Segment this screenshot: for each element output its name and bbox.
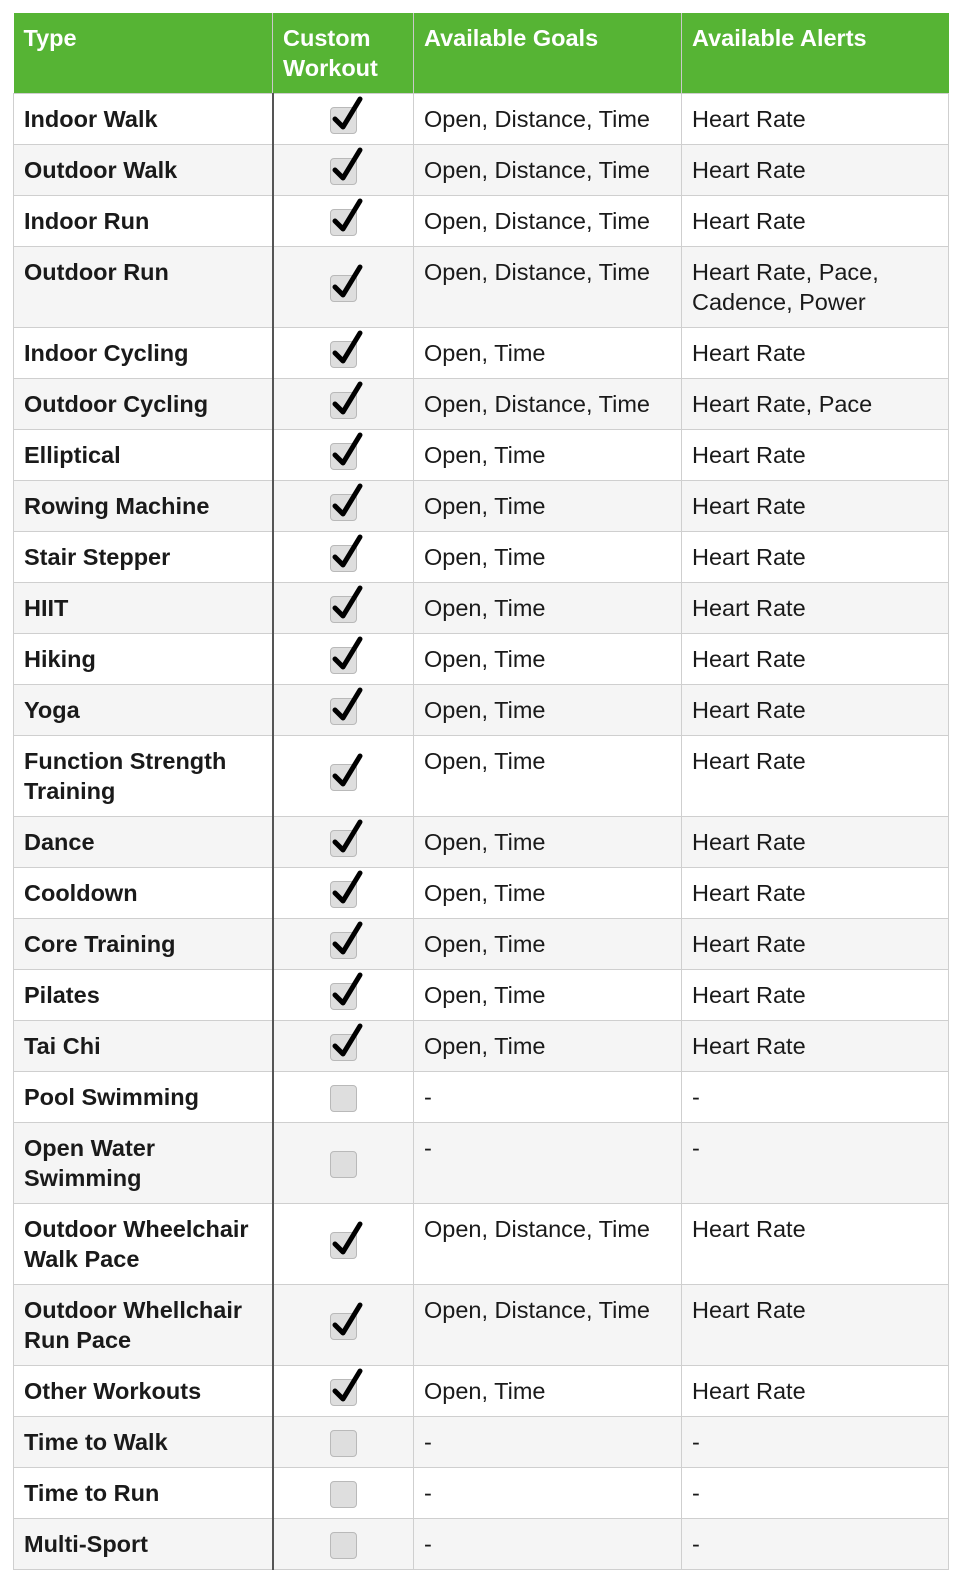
cell-custom-workout	[273, 685, 414, 736]
cell-available-goals: Open, Time	[414, 970, 682, 1021]
cell-type: Function Strength Training	[14, 736, 273, 817]
checked-checkbox	[330, 1379, 357, 1406]
empty-checkbox-icon	[330, 1430, 357, 1457]
cell-type: Outdoor Wheelchair Walk Pace	[14, 1204, 273, 1285]
empty-checkbox-icon	[330, 1532, 357, 1559]
checked-checkbox	[330, 932, 357, 959]
cell-custom-workout	[273, 736, 414, 817]
table-row	[14, 1285, 949, 1366]
empty-checkbox-icon	[330, 1481, 357, 1508]
cell-available-alerts: Heart Rate	[682, 430, 949, 481]
cell-custom-workout	[273, 328, 414, 379]
checkmark-icon	[330, 585, 364, 621]
cell-available-goals: -	[414, 1123, 682, 1204]
cell-available-goals: Open, Time	[414, 736, 682, 817]
cell-type: Outdoor Walk	[14, 145, 273, 196]
checked-checkbox	[330, 881, 357, 908]
cell-type: HIIT	[14, 583, 273, 634]
checkmark-icon	[330, 636, 364, 672]
cell-type: Indoor Cycling	[14, 328, 273, 379]
cell-custom-workout	[273, 532, 414, 583]
cell-available-goals: Open, Distance, Time	[414, 379, 682, 430]
cell-available-alerts: Heart Rate	[682, 868, 949, 919]
cell-custom-workout	[273, 970, 414, 1021]
cell-custom-workout	[273, 1519, 414, 1570]
table-row	[14, 481, 949, 532]
cell-custom-workout	[273, 1468, 414, 1519]
cell-custom-workout	[273, 583, 414, 634]
checked-checkbox	[330, 443, 357, 470]
cell-type: Outdoor Whellchair Run Pace	[14, 1285, 273, 1366]
cell-type: Other Workouts	[14, 1366, 273, 1417]
cell-custom-workout	[273, 1123, 414, 1204]
cell-available-alerts: -	[682, 1519, 949, 1570]
cell-available-alerts: Heart Rate	[682, 1021, 949, 1072]
empty-checkbox-icon	[330, 1151, 357, 1178]
checked-checkbox	[330, 764, 357, 791]
table-row	[14, 196, 949, 247]
cell-type: Stair Stepper	[14, 532, 273, 583]
cell-available-goals: Open, Distance, Time	[414, 247, 682, 328]
cell-custom-workout	[273, 247, 414, 328]
cell-available-goals: -	[414, 1072, 682, 1123]
cell-available-alerts: Heart Rate	[682, 145, 949, 196]
cell-available-alerts: -	[682, 1072, 949, 1123]
checkmark-icon	[330, 972, 364, 1008]
table-row	[14, 1204, 949, 1285]
cell-available-alerts: -	[682, 1123, 949, 1204]
cell-available-goals: -	[414, 1417, 682, 1468]
checked-checkbox	[330, 341, 357, 368]
checkmark-icon	[330, 534, 364, 570]
cell-type: Outdoor Cycling	[14, 379, 273, 430]
cell-available-alerts: Heart Rate	[682, 94, 949, 145]
checked-checkbox	[330, 1232, 357, 1259]
cell-available-goals: Open, Distance, Time	[414, 145, 682, 196]
cell-custom-workout	[273, 817, 414, 868]
checkmark-icon	[330, 1221, 364, 1257]
checked-checkbox	[330, 830, 357, 857]
cell-type: Yoga	[14, 685, 273, 736]
checkmark-icon	[330, 819, 364, 855]
cell-custom-workout	[273, 481, 414, 532]
checked-checkbox	[330, 1313, 357, 1340]
cell-available-alerts: Heart Rate	[682, 532, 949, 583]
cell-available-alerts: Heart Rate	[682, 481, 949, 532]
cell-available-goals: -	[414, 1519, 682, 1570]
cell-custom-workout	[273, 196, 414, 247]
empty-checkbox-icon	[330, 1085, 357, 1112]
cell-available-alerts: Heart Rate	[682, 583, 949, 634]
cell-available-alerts: -	[682, 1417, 949, 1468]
cell-available-goals: Open, Time	[414, 328, 682, 379]
checkmark-icon	[330, 1368, 364, 1404]
table-row	[14, 583, 949, 634]
table-row	[14, 1021, 949, 1072]
table-row	[14, 1519, 949, 1570]
table-row	[14, 736, 949, 817]
cell-available-alerts: Heart Rate	[682, 817, 949, 868]
table-row	[14, 919, 949, 970]
cell-available-goals: Open, Time	[414, 1021, 682, 1072]
cell-available-goals: Open, Time	[414, 532, 682, 583]
cell-available-goals: -	[414, 1468, 682, 1519]
checkmark-icon	[330, 330, 364, 366]
checkmark-icon	[330, 381, 364, 417]
checked-checkbox	[330, 983, 357, 1010]
cell-type: Rowing Machine	[14, 481, 273, 532]
cell-available-alerts: -	[682, 1468, 949, 1519]
cell-available-goals: Open, Distance, Time	[414, 1285, 682, 1366]
cell-custom-workout	[273, 1285, 414, 1366]
cell-available-goals: Open, Distance, Time	[414, 1204, 682, 1285]
table-row	[14, 634, 949, 685]
cell-custom-workout	[273, 1021, 414, 1072]
checkmark-icon	[330, 1023, 364, 1059]
cell-custom-workout	[273, 1417, 414, 1468]
checkmark-icon	[330, 870, 364, 906]
cell-available-goals: Open, Time	[414, 919, 682, 970]
cell-available-alerts: Heart Rate	[682, 328, 949, 379]
cell-available-goals: Open, Time	[414, 634, 682, 685]
checkmark-icon	[330, 198, 364, 234]
checked-checkbox	[330, 392, 357, 419]
cell-type: Dance	[14, 817, 273, 868]
checkmark-icon	[330, 687, 364, 723]
cell-available-alerts: Heart Rate	[682, 919, 949, 970]
table-row	[14, 1468, 949, 1519]
cell-custom-workout	[273, 379, 414, 430]
table-row	[14, 685, 949, 736]
table-row	[14, 145, 949, 196]
checkmark-icon	[330, 96, 364, 132]
checked-checkbox	[330, 698, 357, 725]
cell-custom-workout	[273, 634, 414, 685]
cell-available-goals: Open, Time	[414, 868, 682, 919]
cell-type: Time to Walk	[14, 1417, 273, 1468]
table-row	[14, 532, 949, 583]
checkmark-icon	[330, 1302, 364, 1338]
checkmark-icon	[330, 432, 364, 468]
cell-available-alerts: Heart Rate	[682, 196, 949, 247]
cell-custom-workout	[273, 868, 414, 919]
cell-available-alerts: Heart Rate, Pace	[682, 379, 949, 430]
table-row	[14, 817, 949, 868]
table-row	[14, 1123, 949, 1204]
table-header-row	[14, 13, 949, 94]
cell-available-goals: Open, Time	[414, 481, 682, 532]
cell-available-alerts: Heart Rate	[682, 970, 949, 1021]
cell-type: Hiking	[14, 634, 273, 685]
checkmark-icon	[330, 921, 364, 957]
cell-custom-workout	[273, 145, 414, 196]
cell-available-alerts: Heart Rate, Pace, Cadence, Power	[682, 247, 949, 328]
table-row	[14, 247, 949, 328]
table-row	[14, 1072, 949, 1123]
table-row	[14, 430, 949, 481]
checkmark-icon	[330, 753, 364, 789]
checked-checkbox	[330, 158, 357, 185]
checked-checkbox	[330, 107, 357, 134]
cell-type: Indoor Run	[14, 196, 273, 247]
cell-available-alerts: Heart Rate	[682, 1285, 949, 1366]
cell-custom-workout	[273, 1072, 414, 1123]
cell-available-goals: Open, Distance, Time	[414, 196, 682, 247]
table-row	[14, 379, 949, 430]
cell-available-goals: Open, Time	[414, 583, 682, 634]
checked-checkbox	[330, 545, 357, 572]
cell-type: Elliptical	[14, 430, 273, 481]
cell-available-goals: Open, Time	[414, 430, 682, 481]
checked-checkbox	[330, 275, 357, 302]
cell-available-goals: Open, Time	[414, 685, 682, 736]
checkmark-icon	[330, 483, 364, 519]
checked-checkbox	[330, 1034, 357, 1061]
checked-checkbox	[330, 494, 357, 521]
cell-available-alerts: Heart Rate	[682, 1204, 949, 1285]
cell-type: Pool Swimming	[14, 1072, 273, 1123]
table-row	[14, 1417, 949, 1468]
header-custom-workout: Custom Workout	[273, 13, 414, 94]
cell-available-alerts: Heart Rate	[682, 685, 949, 736]
cell-available-alerts: Heart Rate	[682, 1366, 949, 1417]
checked-checkbox	[330, 209, 357, 236]
workout-types-table	[13, 13, 949, 1570]
cell-type: Indoor Walk	[14, 94, 273, 145]
cell-custom-workout	[273, 430, 414, 481]
table-row	[14, 1366, 949, 1417]
checkmark-icon	[330, 147, 364, 183]
cell-custom-workout	[273, 919, 414, 970]
checked-checkbox	[330, 647, 357, 674]
cell-available-alerts: Heart Rate	[682, 634, 949, 685]
table-row	[14, 328, 949, 379]
table-row	[14, 94, 949, 145]
checked-checkbox	[330, 596, 357, 623]
cell-type: Outdoor Run	[14, 247, 273, 328]
cell-type: Time to Run	[14, 1468, 273, 1519]
cell-type: Cooldown	[14, 868, 273, 919]
table-body	[14, 94, 949, 1570]
cell-type: Tai Chi	[14, 1021, 273, 1072]
cell-custom-workout	[273, 94, 414, 145]
header-available-goals: Available Goals	[414, 13, 682, 94]
table-row	[14, 970, 949, 1021]
cell-type: Pilates	[14, 970, 273, 1021]
header-available-alerts: Available Alerts	[682, 13, 949, 94]
cell-type: Core Training	[14, 919, 273, 970]
checkmark-icon	[330, 264, 364, 300]
cell-available-goals: Open, Time	[414, 1366, 682, 1417]
cell-custom-workout	[273, 1204, 414, 1285]
cell-type: Open Water Swimming	[14, 1123, 273, 1204]
cell-available-alerts: Heart Rate	[682, 736, 949, 817]
header-type: Type	[14, 13, 273, 94]
table-row	[14, 868, 949, 919]
cell-custom-workout	[273, 1366, 414, 1417]
cell-available-goals: Open, Distance, Time	[414, 94, 682, 145]
cell-available-goals: Open, Time	[414, 817, 682, 868]
cell-type: Multi-Sport	[14, 1519, 273, 1570]
